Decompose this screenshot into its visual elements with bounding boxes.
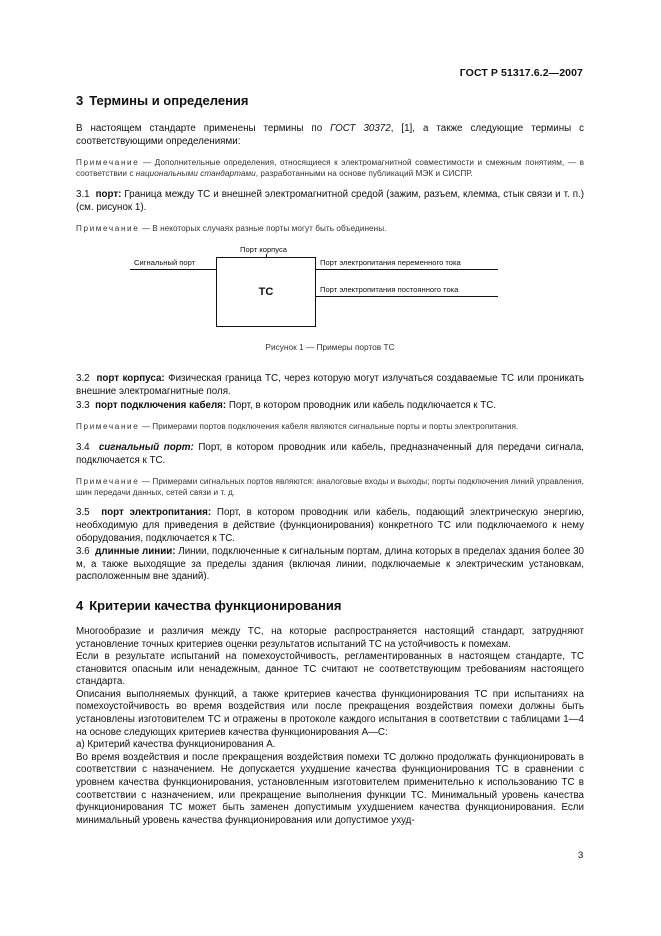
ac-power-port-label: Порт электропитания переменного тока	[320, 258, 461, 268]
section-4-paragraph-2: Если в результате испытаний на помехоустойчивость, регламентированных в настоящем стандарте, ТС становится опасным или ненадежным, данное ТС считают не соответствующим требованиям настоящего стандарта.	[76, 651, 584, 688]
page-number: 3	[578, 850, 584, 861]
standard-reference: ГОСТ 30372	[330, 123, 391, 134]
page-content	[76, 93, 584, 827]
enclosure-port-label: Порт корпуса	[240, 245, 288, 255]
section-title: Термины и определения	[89, 93, 249, 108]
dc-power-port-label: Порт электропитания постоянного тока	[320, 285, 459, 295]
section-4-paragraph-1: Многообразие и различия между ТС, на которые распространяется настоящий стандарт, затрудняют установление точных критериев оценки результатов испытаний ТС на устойчивость к помехам.	[76, 625, 584, 650]
term-3-2: 3.2 порт корпуса: Физическая граница ТС, через которую могут излучаться создаваемые ТС или проникать внешние электромагнитные поля.	[76, 373, 585, 397]
term-3-4: 3.4 сигнальный порт: Порт, в котором проводник или кабель, предназначенный для передачи сигнала, подключается к ТС.	[76, 442, 584, 466]
term-3-3: 3.3 порт подключения кабеля: Порт, в котором проводник или кабель подключается к ТС.	[76, 399, 497, 411]
ac-power-port-line	[316, 269, 498, 270]
figure-caption: Рисунок 1 — Примеры портов ТС	[265, 342, 395, 353]
term-name: порт корпуса:	[96, 373, 165, 385]
section-title: Критерии качества функционирования	[89, 597, 342, 613]
term-name: порт:	[95, 189, 122, 201]
note-label: Примечание	[76, 477, 140, 487]
term-name: порт подключения кабеля:	[95, 399, 227, 411]
signal-port-line	[130, 269, 216, 270]
note-3: Примечание — Примерами портов подключения кабеля являются сигнальные порты и порты электропитания.	[76, 422, 519, 432]
term-name: сигнальный порт:	[98, 442, 194, 454]
equipment-label: ТС	[258, 286, 274, 299]
note-label: Примечание	[76, 422, 140, 432]
note-label: Примечание	[76, 224, 140, 234]
note-2: Примечание — В некоторых случаях разные порты могут быть объединены.	[76, 224, 387, 234]
signal-port-label: Сигнальный порт	[134, 258, 196, 268]
section-4-heading	[76, 598, 584, 614]
note-1: Примечание — Дополнительные определения, относящиеся к электромагнитной совместимости и смежным понятиям, — в соответствии с национальными стандартами, разработанными на основе публикаций МЭК и СИСПР.	[76, 158, 584, 179]
criterion-a-item: а) Критерий качества функционирования А.	[76, 739, 276, 751]
term-3-6: 3.6 длинные линии: Линии, подключенные к сигнальным портам, длина которых в пределах здания более 30 м, а также выходящие за пределы здания (включая линии, подключаемые к электрическим установкам, расположенным вне зданий).	[76, 546, 585, 583]
note-label: Примечание	[76, 158, 140, 168]
term-3-1: 3.1 порт: Граница между ТС и внешней электромагнитной средой (зажим, разъем, клемма, стык связи и т. п.) (см. рисунок 1).	[76, 189, 584, 213]
dc-power-port-line	[316, 296, 498, 297]
term-name: длинные линии:	[95, 546, 176, 558]
section-3-intro: В настоящем стандарте применены термины по ГОСТ 30372, [1], а также следующие термины с соответствующими определениями:	[76, 123, 585, 147]
section-number: 4	[76, 597, 84, 613]
term-name: порт электропитания:	[101, 507, 212, 519]
term-3-5: 3.5 порт электропитания: Порт, в котором проводник или кабель, подающий электрическую энергию, необходимую для приведения в действие (функционирования) конкретного ТС или подключаемого к нему оборудования, подключается к ТС.	[76, 507, 585, 544]
section-4-paragraph-3: Описания выполняемых функций, а также критериев качества функционирования ТС при испытаниях на помехоустойчивость во время воздействия или после прекращения воздействия помехи должны быть установлены изготовителем ТС и отражены в протоколе каждого испытания в соответствии с таблицами 1—4 на основе следующих критериев качества функционирования А—С:	[76, 688, 584, 738]
section-3-heading	[76, 93, 584, 109]
section-number: 3	[76, 93, 84, 108]
equipment-box	[216, 257, 316, 327]
note-4: Примечание — Примерами сигнальных портов являются: аналоговые входы и выходы; порты подключения линий управления, шин передачи данных, сетей связи и т. д.	[76, 477, 584, 498]
section-4-paragraph-5: Во время воздействия и после прекращения воздействия помехи ТС должно продолжать функционировать в соответствии с назначением. Не допускается ухудшение качества функционирования ТС в сравнении с уровнем качества функционирования, установленным изготовителем применительно к использованию ТС в соответствии с назначением, или прекращение выполнения функции ТС. Минимальный уровень качества функционирования ТС может быть заменен допустимым ухудшением качества функционирования. Если минимальный уровень качества функционирования или допустимое ухуд-	[76, 751, 584, 826]
document-code-header: ГОСТ Р 51317.6.2—2007	[459, 67, 583, 79]
figure-1-ports-diagram	[76, 245, 584, 373]
